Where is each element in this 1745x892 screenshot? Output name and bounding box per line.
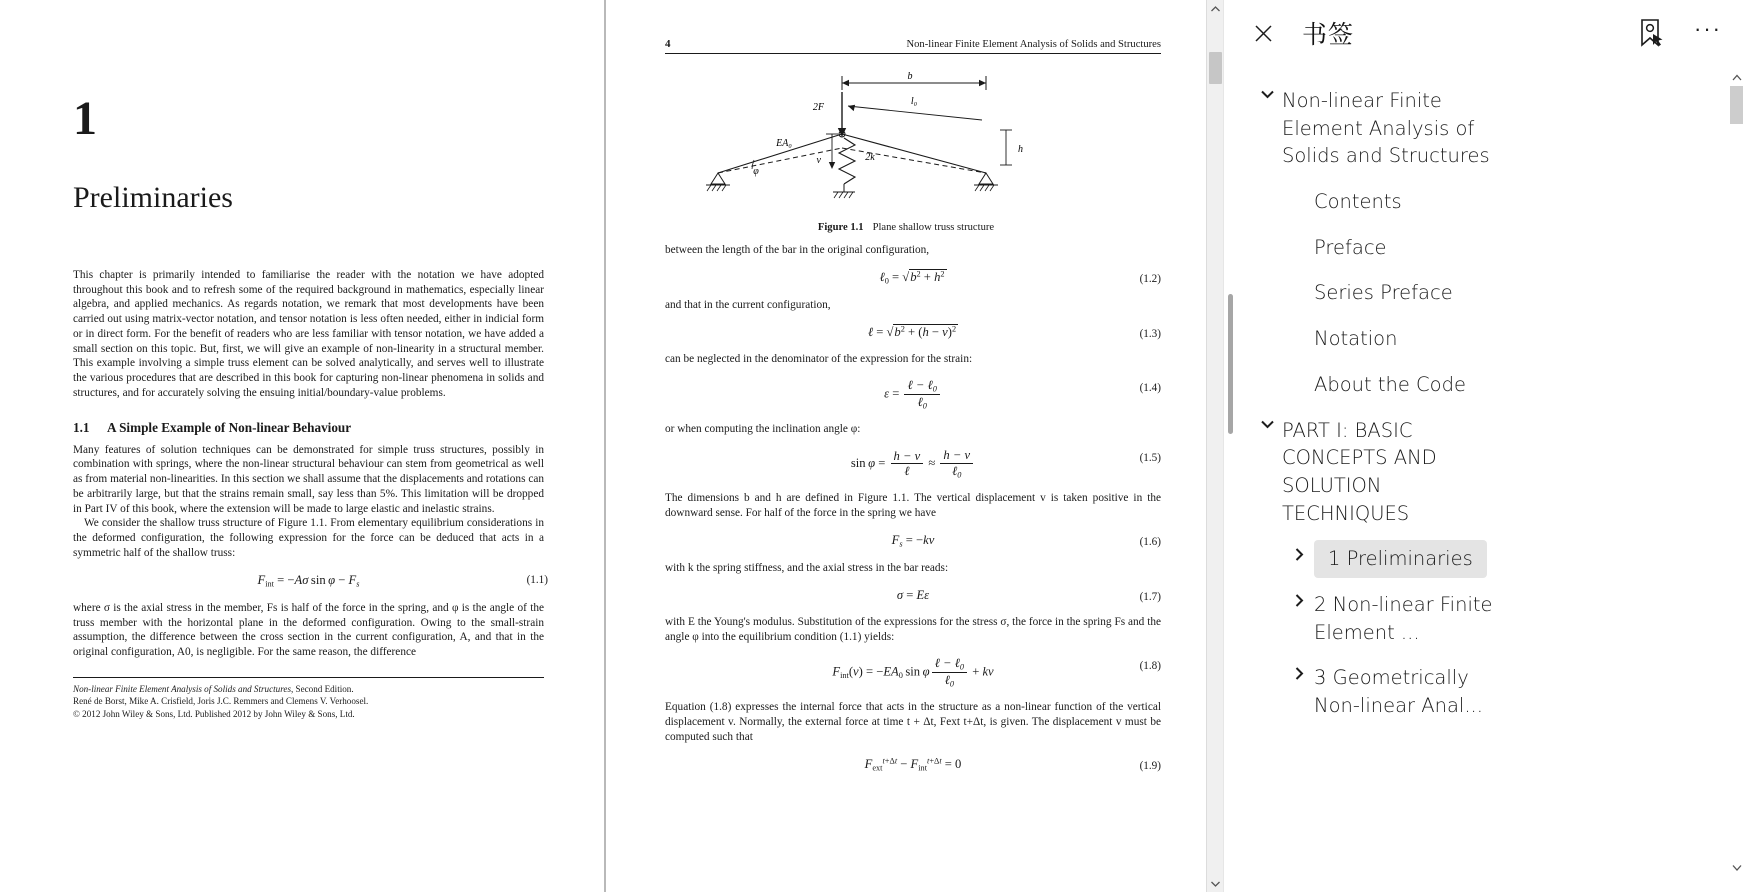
bookmark-item-chapter-3[interactable] [1224,655,1745,728]
section-heading [73,420,544,436]
chevron-down-icon[interactable] [1252,417,1282,429]
section-paragraph-2: We consider the shallow truss structure of Figure 1.1. From elementary equilibrium considerations in the deformed configuration, the following expression for the force can be deduced that acts in a symmetric half of the shallow truss: [73,517,544,559]
bookmarks-list [1224,66,1745,729]
bookmark-label: Contents [1314,190,1402,214]
equation-1-5: sin φ = $\frac{h - v}{\text{ℓ}}$ ≈ $\frac{h - v}{\ell_0}$ (1.5) [850,447,1161,480]
bookmark-label: Preface [1314,235,1387,259]
bookmark-item-preliminaries[interactable] [1224,536,1745,582]
scroll-down-arrow-icon[interactable] [1207,875,1224,892]
footnote-authors: René de Borst, Mike A. Crisfield, Joris J.C. Remmers and Clemens V. Verhoosel. [73,696,369,707]
bookmark-item-notation[interactable] [1224,316,1745,362]
add-bookmark-icon[interactable] [1633,14,1671,52]
bookmarks-inner-scroll-rail[interactable] [1224,66,1236,892]
chevron-right-icon[interactable] [1284,664,1314,680]
bookmark-item-chapter-2[interactable] [1224,582,1745,655]
svg-text:2F: 2F [812,102,824,113]
equation-1-7: σ = Eε (1.7) [896,588,1161,604]
bookmark-label: 1 Preliminaries [1314,540,1487,578]
figure-label: Figure 1.1 [817,222,864,233]
right-text-4: or when computing the inclination angle φ: [665,423,861,436]
bookmarks-inner-scroll-thumb[interactable] [1228,294,1233,434]
right-text-3: can be neglected in the denominator of the expression for the strain: [665,352,973,365]
right-text-7: with E the Young's modulus. Substitution of the expressions for the stress σ, the force in the spring Fs and the angle φ into the equilibrium condition (1.1) yields: [665,615,1161,643]
equation-1-2: ℓ$_0$ = $√b^2 + h^2$ (1.2) [879,269,1161,286]
footnote-rule [73,677,544,678]
pdf-page-right [604,0,1206,892]
bookmarks-panel-header [1224,0,1745,66]
equation-number-1-1: (1.1) [526,574,548,587]
page-number: 4 [665,38,671,50]
equation-1-9: $F_{ext}^{t+\Delta t} - F_{int}^{t+\Delta t} = 0$ (1.9) [864,756,1161,773]
figure-caption-text: Plane shallow truss structure [872,222,995,233]
bookmark-item-root[interactable] [1224,78,1745,179]
panel-scroll-up-arrow-icon[interactable] [1728,68,1745,86]
right-text-8: Equation (1.8) expresses the internal force that acts in the structure as a non-linear function of the vertical displacement v. Normally, the external force at time t + Δt, Fext t+Δt, is given. The displacement v must be computed such that [665,700,1161,743]
svg-text:l₀: l₀ [910,96,918,107]
equation-number-1-2: (1.2) [1139,272,1161,285]
right-text-5: The dimensions b and h are defined in Figure 1.1. The vertical displacement v is taken positive in the downward sense. For half of the force in the spring we have [665,492,1161,520]
equation-number-1-9: (1.9) [1139,759,1161,772]
equation-number-1-4: (1.4) [1139,381,1161,394]
panel-scrollbar-thumb[interactable] [1730,86,1743,124]
bookmark-item-contents[interactable] [1224,179,1745,225]
chevron-down-icon[interactable] [1252,87,1282,99]
equation-number-1-6: (1.6) [1139,535,1161,548]
svg-text:2k: 2k [865,152,875,163]
svg-text:v: v [816,155,821,166]
panel-actions [1633,14,1727,52]
bookmark-item-part-i[interactable] [1224,408,1745,537]
running-title: Non-linear Finite Element Analysis of Solids and Structures [906,39,1161,50]
chapter-title: Preliminaries [73,181,233,214]
bookmark-item-preface[interactable] [1224,225,1745,271]
right-text-2: and that in the current configuration, [665,299,831,312]
right-page-body [665,243,1161,774]
bookmark-item-series-preface[interactable] [1224,270,1745,316]
bookmark-item-about-the-code[interactable] [1224,362,1745,408]
figure-1-1 [606,68,1206,208]
footnote-copyright: © 2012 John Wiley & Sons, Ltd. Published 2012 by John Wiley & Sons, Ltd. [73,708,355,719]
svg-text:φ: φ [753,166,759,177]
svg-text:b: b [907,71,913,82]
bookmark-label: About the Code [1314,372,1466,396]
right-text-1: between the length of the bar in the original configuration, [665,244,930,256]
scroll-up-arrow-icon[interactable] [1207,0,1224,17]
intro-paragraph: This chapter is primarily intended to familiarise the reader with the notation we have adopted throughout this book and to refresh some of the required background in mathematics, especially linear algebra, and applied mechanics. As regards notation, we remark that most developments have been carried out using matrix-vector notation, and tensor notation is less often needed, either in indicial form or in direct form. For the benefit of readers who are less familiar with tensor notation, we have added a small section on this topic. But, first, we will give an example of non-linearity in a structural member. This example involving a simple truss element can be solved analytically, and serves well to illustrate the various procedures that are described in this book for capturing non-linear phenomena in solids and structures, and for accurately solving the ensuing initial/boundary-value problems. [73,269,544,399]
chevron-right-icon[interactable] [1284,591,1314,607]
bookmarks-panel [1223,0,1745,892]
bookmark-label: Series Preface [1314,281,1453,305]
equation-number-1-3: (1.3) [1139,328,1161,341]
section-paragraph-3: where σ is the axial stress in the member, Fs is half of the force in the spring, and φ is the angle of the truss member with the horizontal plane in the deformed configuration. Owing to the small-strain assumption, the difference between the cross section in the current configuration, A, and that in the original configuration, A0, is negligible. For the same reason, the difference [73,601,544,659]
svg-text:EA₀: EA₀ [776,138,792,149]
right-text-6: with k the spring stiffness, and the axial stress in the bar reads: [665,562,949,575]
section-number: 1.1 [73,419,90,435]
more-options-icon[interactable]: ··· [1694,15,1722,41]
footnote-edition: , Second Edition. [290,683,354,694]
bookmark-label: 3 Geometrically Non-linear Anal... [1314,666,1483,717]
equation-1-8: $F_{int}(v) = -EA_0$ sin φ $\frac{\ell - \ell_0}{\ell_0}$ + kv (1.8) [832,655,1161,688]
equation-number-1-7: (1.7) [1139,591,1161,604]
close-icon[interactable] [1246,16,1280,50]
bookmark-label: Non-linear Finite Element Analysis of Solids and Structures [1282,89,1490,168]
section-title: A Simple Example of Non-linear Behaviour [107,419,352,435]
bookmarks-list-container[interactable] [1224,66,1745,892]
footnote-book-title: Non-linear Finite Element Analysis of Solids and Structures [73,683,291,694]
truss-diagram [696,68,1116,208]
chevron-right-icon[interactable] [1284,545,1314,561]
equation-1-1: $F_{int} = -A\sigma$ $\sin \varphi - F_s$ (1.1) [257,573,548,589]
document-scrollbar[interactable] [1206,0,1223,892]
equation-1-4: ε = $\frac{\ell - \ell_0}{\ell_0}$ (1.4) [884,377,1161,411]
document-scrollbar-thumb[interactable] [1209,52,1222,84]
pdf-page-left [0,0,604,892]
svg-text:h: h [1018,144,1023,155]
page-running-header [665,38,1161,54]
panel-scroll-down-arrow-icon[interactable] [1728,858,1745,876]
bookmark-label: 2 Non-linear Finite Element ... [1314,592,1493,644]
bookmarks-panel-scrollbar[interactable] [1728,66,1745,892]
equation-1-6: $F_s = -kv$ (1.6) [891,532,1161,549]
section-paragraph-1: Many features of solution techniques can be demonstrated for simple truss structures, possibly in combination with springs, where the non-linear structural behaviour can stem from geometrical as well as from material non-linearities. In this section we shall assume that the displacements and rotations can be arbitrarily large, but that the strains remain small, say less than 5%. This limitation will be dropped in Part IV of this book, where the extension will be made to large elastic and inelastic strains. [73,443,544,515]
bookmark-label: PART I: BASIC CONCEPTS AND SOLUTION TECHNIQUES [1282,418,1437,525]
copyright-footnote [73,683,544,721]
panel-title: 书签 [1302,20,1355,49]
chapter-number: 1 [73,92,97,145]
figure-caption [606,222,1206,233]
equation-number-1-5: (1.5) [1139,451,1161,464]
equation-number-1-8: (1.8) [1139,659,1161,672]
bookmark-label: Notation [1314,327,1398,351]
equation-1-3: ℓ = $√b^2 + (h - v)^2$ (1.3) [867,324,1161,341]
